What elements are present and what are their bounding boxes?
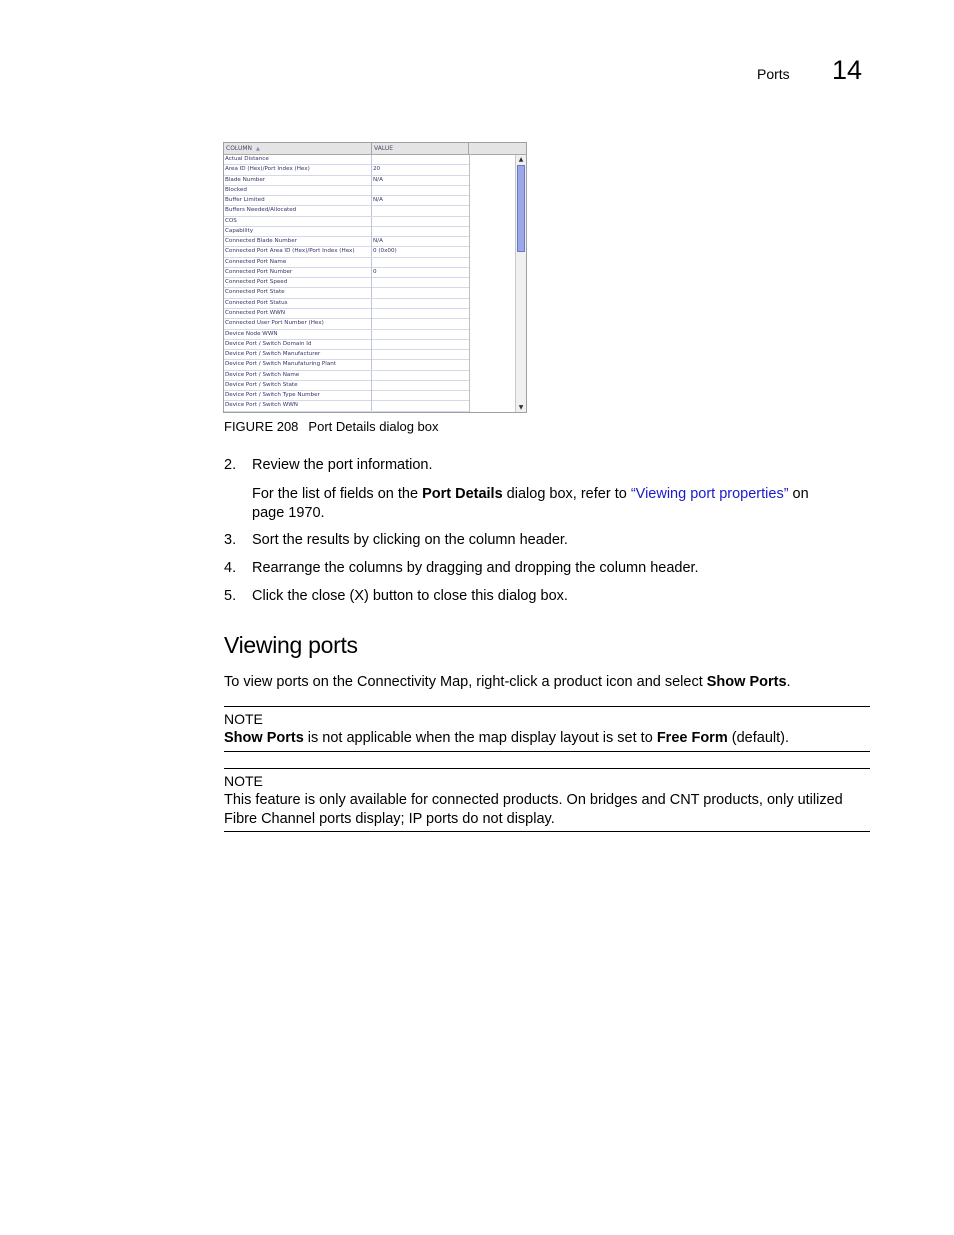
note-box-2: [224, 768, 870, 832]
step-3: [224, 532, 568, 548]
note-text-part: (default).: [727, 730, 789, 746]
step-number: 4.: [224, 560, 237, 576]
row-column-name: Buffer Limited: [224, 196, 372, 206]
column-header-value[interactable]: VALUE: [372, 143, 469, 154]
step-number: 3.: [224, 532, 237, 548]
table-row[interactable]: [224, 268, 469, 278]
intro-text: .: [786, 674, 791, 690]
row-column-name: Device Port / Switch Manufacturer: [224, 350, 372, 360]
table-body: [224, 155, 469, 412]
row-column-name: COS: [224, 217, 372, 227]
row-column-name: Connected User Port Number (Hex): [224, 319, 372, 329]
section-intro: [224, 674, 791, 690]
show-ports-term: Show Ports: [706, 674, 787, 690]
row-column-name: Blocked: [224, 186, 372, 196]
row-column-name: Connected Port Name: [224, 258, 372, 268]
table-row[interactable]: [224, 186, 469, 196]
step-2: [224, 457, 433, 473]
vertical-scrollbar[interactable]: [515, 155, 526, 412]
scroll-thumb[interactable]: [517, 165, 525, 252]
table-row[interactable]: [224, 299, 469, 309]
row-column-name: Blade Number: [224, 176, 372, 186]
row-column-name: Device Node WWN: [224, 330, 372, 340]
note-box-1: [224, 706, 870, 752]
row-column-name: Device Port / Switch Manufaturing Plant: [224, 360, 372, 370]
figure-title: Port Details dialog box: [308, 419, 439, 434]
table-row[interactable]: [224, 309, 469, 319]
column-header-column[interactable]: COLUMN ▲: [224, 143, 372, 154]
row-column-name: Connected Blade Number: [224, 237, 372, 247]
row-column-name: Device Port / Switch Name: [224, 371, 372, 381]
note-text-part: is not applicable when the map display layout is set to: [303, 730, 657, 746]
scroll-down-arrow-icon[interactable]: ▼: [518, 404, 524, 411]
row-value: 20: [373, 166, 381, 173]
table-row[interactable]: [224, 176, 469, 186]
row-column-name: Connected Port Number: [224, 268, 372, 278]
section-heading: Viewing ports: [224, 632, 358, 658]
para-text: For the list of fields on the: [252, 486, 423, 502]
viewing-port-properties-link[interactable]: “Viewing port properties”: [630, 486, 789, 502]
row-column-name: Device Port / Switch Domain Id: [224, 340, 372, 350]
table-row[interactable]: [224, 155, 469, 165]
table-row[interactable]: [224, 288, 469, 298]
table-row[interactable]: [224, 206, 469, 216]
sort-ascending-icon: ▲: [256, 146, 260, 152]
step-number: 2.: [224, 457, 237, 473]
step-text: Review the port information.: [252, 457, 433, 473]
row-column-name: Capability: [224, 227, 372, 237]
step-text: Click the close (X) button to close this dialog box.: [252, 588, 568, 604]
row-column-name: Device Port / Switch State: [224, 381, 372, 391]
intro-text: To view ports on the Connectivity Map, right-click a product icon and select: [224, 674, 707, 690]
row-value: N/A: [373, 238, 383, 245]
row-column-name: Buffers Needed/Allocated: [224, 206, 372, 216]
step-4: [224, 560, 699, 576]
table-row[interactable]: [224, 340, 469, 350]
row-column-name: Area ID (Hex)/Port Index (Hex): [224, 165, 372, 175]
table-row[interactable]: [224, 360, 469, 370]
port-details-figure: [223, 142, 527, 413]
note-label: NOTE: [224, 711, 263, 727]
table-header: [224, 143, 526, 155]
column-header-filler: [469, 143, 526, 154]
note-label: NOTE: [224, 773, 263, 789]
row-column-name: Connected Port State: [224, 288, 372, 298]
table-row[interactable]: [224, 227, 469, 237]
table-row[interactable]: [224, 196, 469, 206]
step-5: [224, 588, 568, 604]
table-row[interactable]: [224, 217, 469, 227]
table-row[interactable]: [224, 319, 469, 329]
table-row[interactable]: [224, 401, 469, 411]
scroll-up-arrow-icon[interactable]: ▲: [518, 156, 524, 163]
row-column-name: Device Port / Switch Type Number: [224, 391, 372, 401]
figure-caption: [224, 419, 439, 434]
step-number: 5.: [224, 588, 237, 604]
running-header-section: Ports: [757, 66, 790, 82]
row-column-name: Connected Port Speed: [224, 278, 372, 288]
port-details-term: Port Details: [422, 486, 503, 502]
table-row[interactable]: [224, 371, 469, 381]
step-2-paragraph: [252, 485, 832, 523]
para-text: dialog box, refer to: [502, 486, 631, 502]
table-row[interactable]: [224, 350, 469, 360]
table-row[interactable]: [224, 278, 469, 288]
row-value: 0 (0x00): [373, 248, 397, 255]
row-value: 0: [373, 268, 377, 275]
free-form-term: Free Form: [656, 730, 728, 746]
table-row[interactable]: [224, 381, 469, 391]
column-divider: [469, 155, 470, 412]
row-column-name: Connected Port WWN: [224, 309, 372, 319]
table-row[interactable]: [224, 237, 469, 247]
chapter-number: 14: [832, 55, 863, 85]
note-text: This feature is only available for connected products. On bridges and CNT products, only utilized Fibre Channel ports display; IP ports do not display.: [224, 792, 843, 827]
step-text: Sort the results by clicking on the column header.: [252, 532, 568, 548]
table-row[interactable]: [224, 330, 469, 340]
row-column-name: Actual Distance: [224, 155, 372, 165]
row-value: N/A: [373, 197, 383, 204]
note-text: [224, 729, 870, 748]
row-column-name: Device Port / Switch WWN: [224, 401, 372, 411]
table-row[interactable]: [224, 391, 469, 401]
row-value: N/A: [373, 176, 383, 183]
figure-label: FIGURE 208: [224, 419, 299, 434]
table-row[interactable]: [224, 258, 469, 268]
step-text: Rearrange the columns by dragging and dropping the column header.: [252, 560, 699, 576]
table-row[interactable]: [224, 247, 469, 257]
row-column-name: Connected Port Area ID (Hex)/Port Index (Hex): [224, 247, 372, 257]
para-text: on page 1970.: [252, 486, 809, 521]
table-row[interactable]: [224, 165, 469, 175]
show-ports-term: Show Ports: [224, 730, 304, 746]
row-column-name: Connected Port Status: [224, 299, 372, 309]
